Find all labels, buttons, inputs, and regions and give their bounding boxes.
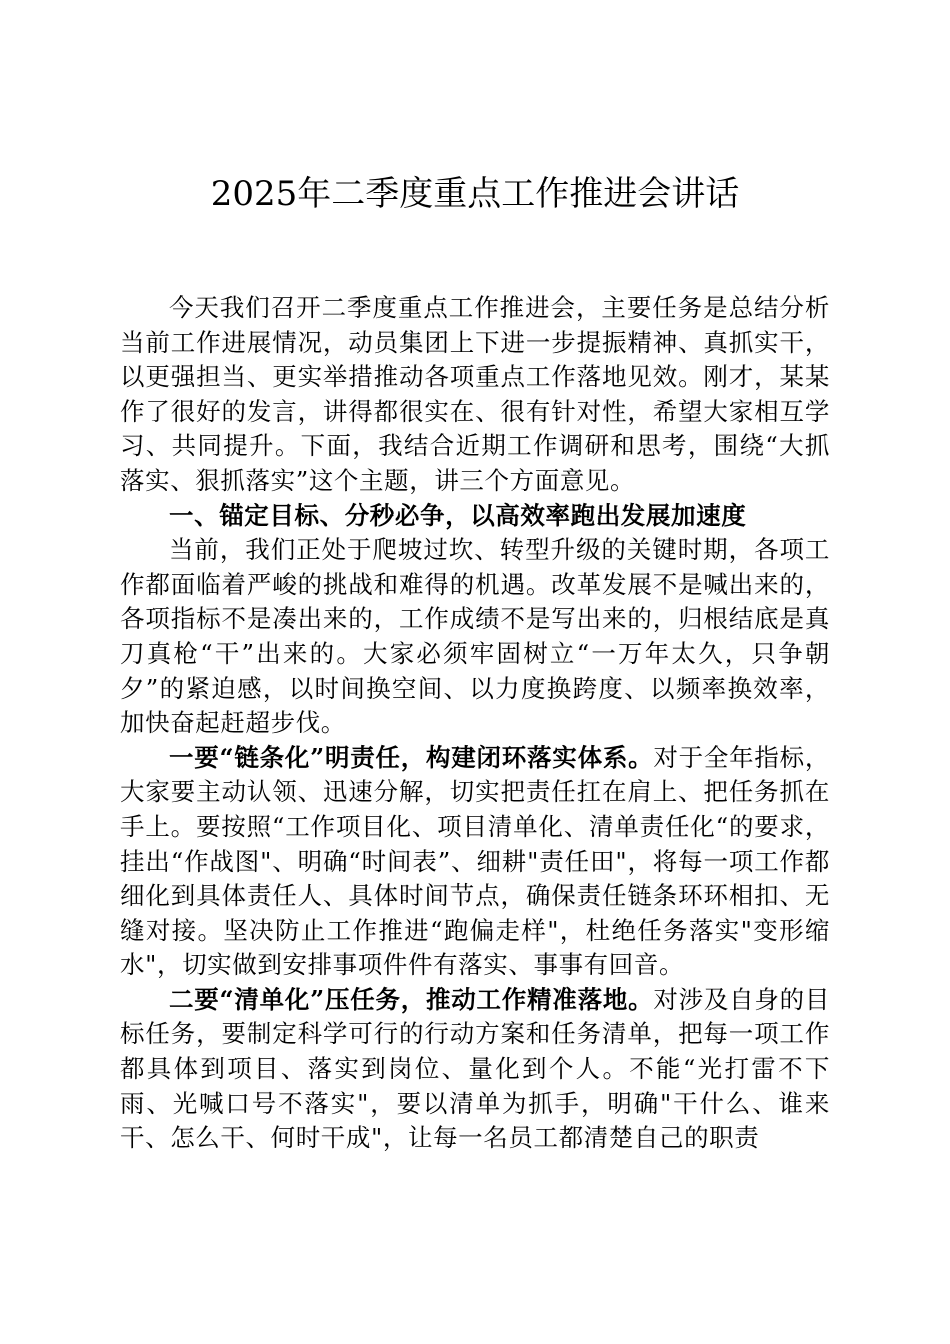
point-1-text: 对于全年指标，大家要主动认领、迅速分解，切实把责任扛在肩上、把任务抓在手上。要按照“工作项目化、项目清单化、清单责任化“的要求，挂出“作战图"、明确“时间表”、细耕"责任田"，将每一项工作都细化到具体责任人、具体时间节点，确保责任链条环环相扣、无缝对接。坚决防止工作推进“跑偏走样"，杜绝任务落实"变形缩水"，切实做到安排事项件件有落实、事事有回音。 [120,742,830,980]
intro-paragraph: 今天我们召开二季度重点工作推进会，主要任务是总结分析当前工作进展情况，动员集团上下进一步提振精神、真抓实干，以更强担当、更实举措推动各项重点工作落地见效。刚才，某某作了很好的发言，讲得都很实在、很有针对性，希望大家相互学习、共同提升。下面，我结合近期工作调研和思考，围绕“大抓落实、狠抓落实”这个主题，讲三个方面意见。 [120,293,830,495]
point-2-paragraph [120,983,830,1156]
document-body [120,291,830,1156]
section-heading-1: 一、锚定目标、分秒必争，以高效率跑出发展加速度 [169,500,747,530]
point-1-paragraph [120,741,830,983]
point-2-lead: 二要“清单化”压任务，推动工作精准落地。 [169,984,654,1014]
point-1-lead: 一要“链条化”明责任，构建闭环落实体系。 [169,742,654,772]
document-title: 2025年二季度重点工作推进会讲话 [210,174,740,214]
point-2-text: 对涉及自身的目标任务，要制定科学可行的行动方案和任务清单，把每一项工作都具体到项目、落实到岗位、量化到个人。不能“光打雷不下雨、光喊口号不落实"，要以清单为抓手，明确"干什么、谁来干、怎么干、何时干成"，让每一名员工都清楚自己的职责 [120,984,830,1153]
section-1-paragraph: 当前，我们正处于爬坡过坎、转型升级的关键时期，各项工作都面临着严峻的挑战和难得的机遇。改革发展不是喊出来的，各项指标不是凑出来的，工作成绩不是写出来的，归根结底是真刀真枪“干”出来的。大家必须牢固树立“一万年太久，只争朝夕”的紧迫感，以时间换空间、以力度换跨度、以频率换效率，加快奋起赶超步伐。 [120,535,830,738]
